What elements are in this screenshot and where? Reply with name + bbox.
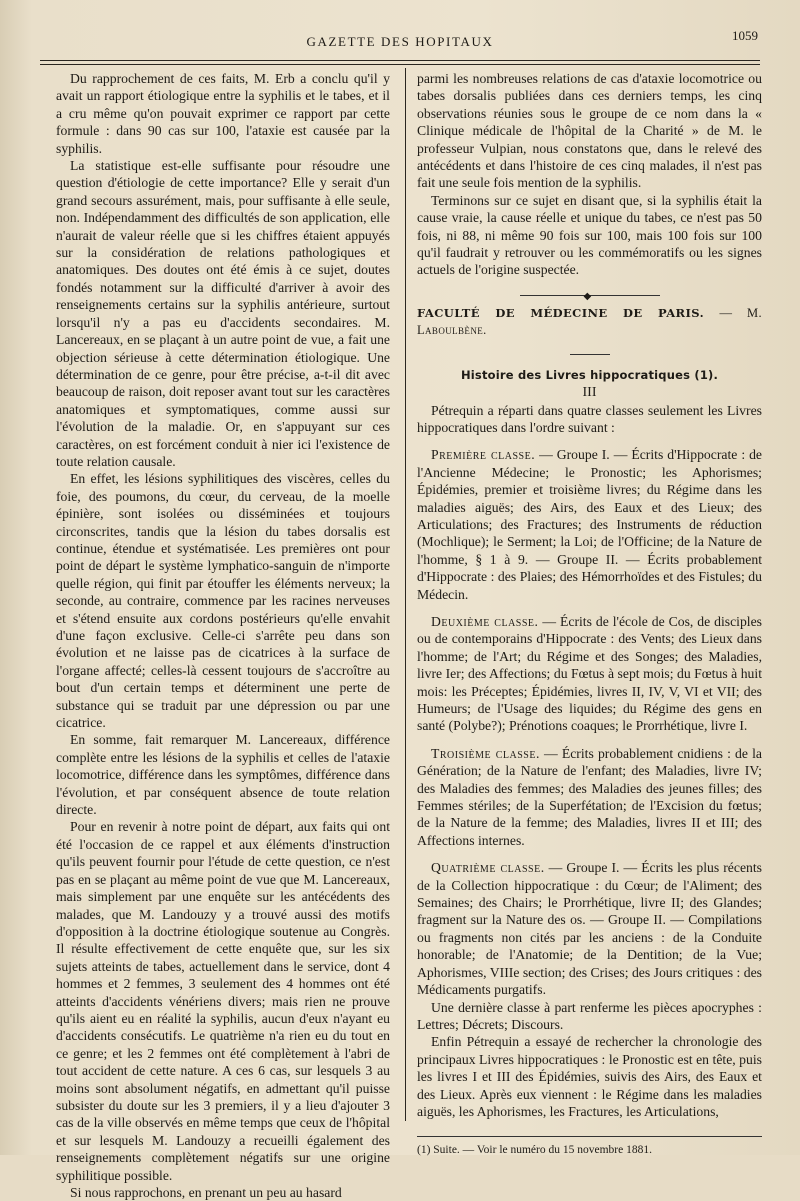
paragraph: En effet, les lésions syphilitiques des viscères, celles du foie, des poumons, du cœur, du cerveau, de la moelle épinière, sont isolées ou disséminées et toujours circonscrites, tandis que la lésion du tabes dorsalis est continue, étendue et systématisée. Les premières ont pour point de départ le système lymphatico-sanguin de n'importe quelle région, qui finit par étouffer les éléments nerveux; la seconde, au contraire, commence par les racines nerveuses et s'étend ensuite aux cordons postérieurs qu'elle envahit d'une façon exclusive. Celle-ci s'arrête peu dans son évolution et ne laisse pas de cicatrices à la surface de l'organe affecté; celles-là cessent toujours de s'accroître au bout d'un certain temps et déterminent une perte de substance qui se traduit par une dépression ou par une cicatrice. — [56, 471, 390, 731]
class-paragraph — [417, 745, 762, 849]
class-text: — Écrits de l'école de Cos, de disciples ou de contemporains d'Hippocrate : des Vents; des Lieux dans l'homme; de l'Art; du Régime et des Songes; des Maladies, livre Ier; des Affections; du Fœtus à sept mois; du Fœtus à huit mois: les Préceptes; Épidémies, livres II, IV, V, VI et VII; des Humeurs; de l'Usage des liquides; du Régime des gens en santé (Polybe?); Prénotions coaques; le Prorrhétique, livre I. — [417, 613, 763, 734]
paragraph: Terminons sur ce sujet en disant que, si la syphilis était la cause vraie, la cause réelle et unique du tabes, ce n'est pas 50 fois, ni 88, ni même 90 fois sur 100, mais 100 fois sur 100 qu'il faudrait y retrouver ou les commémoratifs ou les signes actuels de l'origine suspectée. — [417, 192, 762, 278]
footnote: (1) Suite. — Voir le numéro du 15 novembre 1881. — [417, 1144, 652, 1157]
paragraph: La statistique est-elle suffisante pour résoudre une question d'étiologie de cette importance? Elle y serait d'un grand secours assurément, mais, pour suffisante à elle seule, non. Indépendamment des difficultés de son application, elle n'aurait de valeur réelle que si les chiffres étaient appuyés sur la considération de relations pathologiques et anatomiques. Des doutes ont été émis à ce sujet, doutes fondés notamment sur la difficulté d'arriver à avoir des renseignements certains sur la syphilis antérieure, surtout lorsqu'il n'y a pas eu d'accidents secondaires. M. Lancereaux, en se plaçant à un autre point de vue, a fait une objection sérieuse à cette détermination étiologique. Une détermination de ce genre, pour être précise, a-t-il dit avec beaucoup de raison, doit reposer avant tout sur les caractères anatomiques et symptomatiques, comme aussi sur l'évolution de la maladie. Or, en s'appuyant sur ces caractères, on est forcément conduit à nier ici l'existence de toute relation causale. — [56, 158, 390, 469]
class-label: Deuxième classe. — [431, 613, 539, 629]
paragraph: Enfin Pétrequin a essayé de rechercher la chronologie des principaux Livres hippocratiques : le Pronostic est en tête, puis les livres I et III des Épidémies, suivis des Airs, des Eaux et des Lieux. Après eux viennent : le Régime dans les maladies aiguës, les Aphorismes, les Fractures, les Articulations, — [417, 1034, 762, 1119]
left-column — [56, 70, 390, 1201]
column-divider — [405, 68, 406, 1121]
class-text: — Groupe I. — Écrits d'Hippocrate : de l'Ancienne Médecine; le Pronostic; les Aphorismes; Épidémies, premier et troisième livres; du Régime dans les maladies aiguës; des Airs, des Eaux et des Lieux; des Articulations; des Fractures; des Instruments de réduction (Mochlique); le Serment; la Loi; de l'Officine; de la Nature de l'homme, § 1 à 9. — Groupe II. — Écrits probablement d'Hippocrate : des Plaies; des Hémorrhoïdes et des Fistules; du Médecin. — [417, 447, 763, 602]
running-title: GAZETTE DES HOPITAUX — [306, 34, 494, 49]
section-heading — [417, 305, 762, 340]
right-column — [417, 70, 762, 1157]
footnote-rule — [417, 1136, 762, 1137]
paragraph: Du rapprochement de ces faits, M. Erb a conclu qu'il y avait un rapport étiologique entre la syphilis et le tabes, et il a cru même qu'on pouvait exprimer ce rapport par cette formule : dans 90 cas sur 100, l'ataxie est causée par la syphilis. — [56, 71, 390, 156]
page-number: 1059 — [732, 28, 758, 43]
paragraph: En somme, fait remarquer M. Lancereaux, différence complète entre les lésions de la syphilis et celles de l'ataxie locomotrice, différence dans les symptômes, différence dans l'évolution, et par conséquent absence de toute relation directe. — [56, 732, 390, 818]
class-text: — Groupe I. — Écrits les plus récents de la Collection hippocratique : du Cœur; de l'Aliment; des Semaines; des Chairs; le Prorrhétique, livre II; des Glandes; fragment sur la Nature des os. — Groupe II. — Compilations ou fragments non cités par les anciens : de la Conduite honorable; de l'Anatomie; de la Dentition; de la Vue; Aphorismes, VIIIe section; des Crises; des Jours critiques : des Médicaments purgatifs. — [417, 860, 762, 998]
short-rule — [570, 354, 610, 355]
class-paragraph — [417, 859, 762, 998]
ornament-divider: ◆ — [520, 291, 660, 299]
faculty-author: — M. Laboulbène. — [417, 305, 762, 338]
paragraph: Pour en revenir à notre point de départ, aux faits qui ont été l'occasion de ce rappel et aux éléments d'instruction qu'ils peuvent fournir pour l'étude de cette question, ce n'est pas en se plaçant au même point de vue que M. Lancereaux, mais simplement par une enquête sur les antécédents des malades, que M. Landouzy y a trouvé aussi des motifs d'opposition à la doctrine étiologique soutenue au Congrès. Il résulte effectivement de cette enquête que, sur les six sujets atteints de tabes, actuellement dans le service, dont 4 hommes et 2 femmes, 3 seulement des 4 hommes ont été atteints d'accidents vénériens divers; mais rien ne prouve qu'ils aient eu en réalité la syphilis, aucun d'eux n'ayant eu d'accidents consécutifs. Le quatrième n'a rien eu du tout en ce genre; et les 2 femmes ont été complètement à l'abri de tout accident de cette nature. A ces 6 cas, sur lesquels 3 au moins sont absolument négatifs, en admettant qu'il puisse subsister du doute sur les 3 premiers, il y a lieu d'ajouter 3 cas de la ville observés en même temps que ceux de l'hôpital et sur lesquels M. Landouzy a recueilli également des renseignements complètement négatifs sur une origine syphilitique possible. — [56, 819, 390, 1183]
section-number: III — [582, 385, 597, 401]
class-text: — Écrits probablement cnidiens : de la Génération; de la Nature de l'enfant; des Maladies, livre IV; des Maladies des femmes; des Maladies des jeunes filles; des Femmes stériles; de la Superfétation; de l'Excision du fœtus; de la Nature de la femme; des Maladies, livres II et III; des Affections internes. — [417, 745, 762, 848]
class-paragraph — [417, 613, 762, 735]
class-label: Première classe. — [431, 447, 536, 463]
paragraph: parmi les nombreuses relations de cas d'ataxie locomotrice ou tabes dorsalis publiées dans ces derniers temps, les cinq observations réunies sous le groupe de ce nom dans la « Clinique médicale de l'hôpital de la Charité » de M. le professeur Vulpian, nous constatons que, dans le relevé des antécédents et dans l'histoire de ces cinq malades, il n'est pas fait une seule fois mention de la syphilis. — [417, 71, 762, 191]
paragraph: Si nous rapprochons, en prenant un peu au hasard — [70, 1185, 342, 1200]
paragraph: Pétrequin a réparti dans quatre classes seulement les Livres hippocratiques dans l'ordre suivant : — [417, 402, 762, 435]
header-rule-thin — [40, 64, 760, 65]
article-title: Histoire des Livres hippocratiques (1). — [460, 367, 719, 382]
header-rule — [40, 60, 760, 61]
class-label: Troisième classe. — [431, 745, 540, 761]
faculty-title: FACULTÉ DE MÉDECINE DE PARIS. — [417, 305, 704, 320]
page-header — [40, 28, 760, 56]
class-label: Quatrième classe. — [431, 860, 545, 876]
class-paragraph — [417, 446, 762, 603]
paragraph: Une dernière classe à part renferme les pièces apocryphes : Lettres; Décrets; Discours. — [417, 999, 762, 1032]
